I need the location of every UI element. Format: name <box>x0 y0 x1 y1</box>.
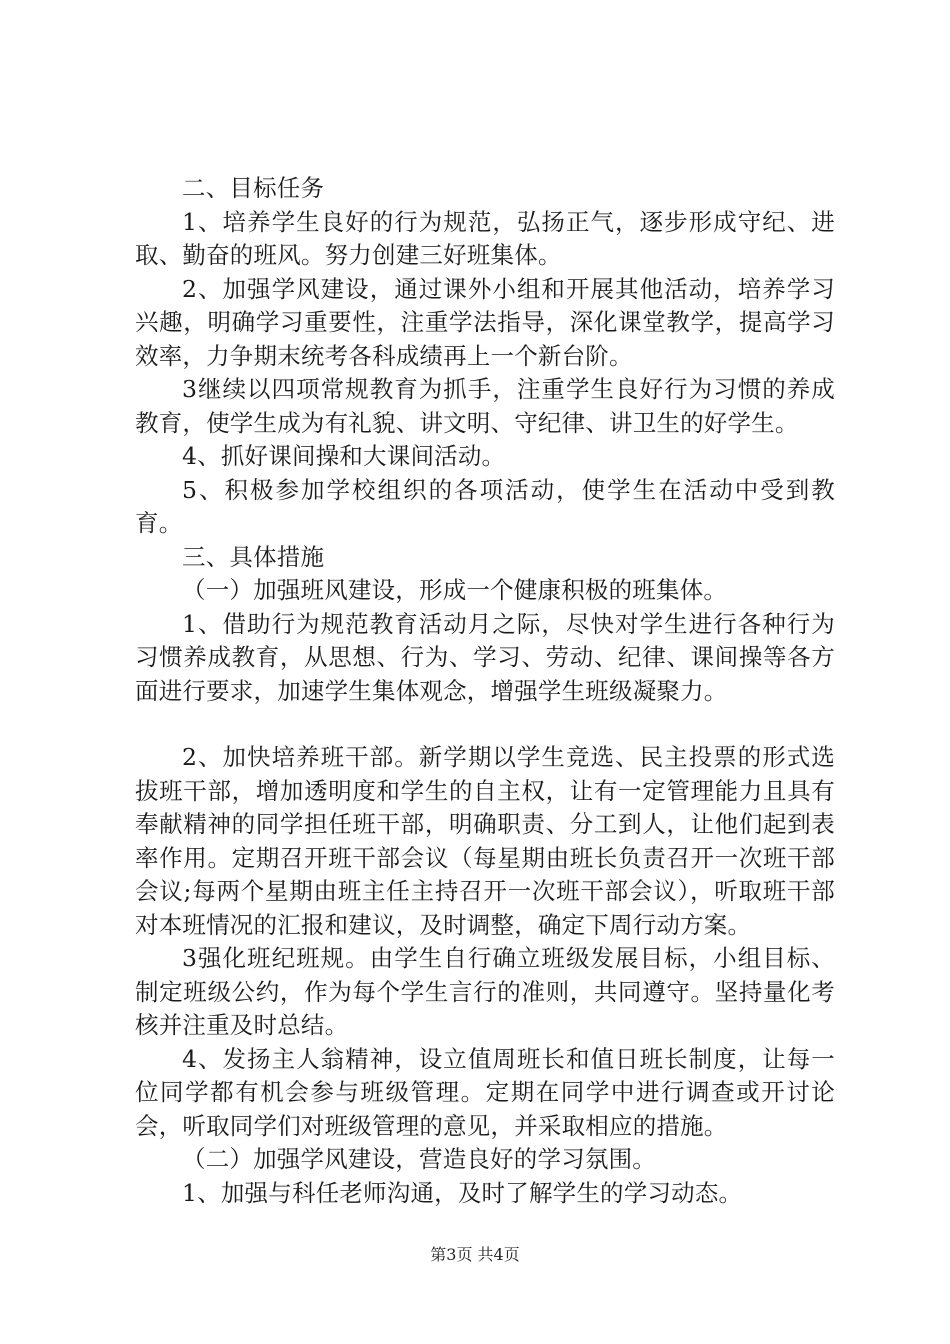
measure-item-1: 1、借助行为规范教育活动月之际，尽快对学生进行各种行为习惯养成教育，从思想、行为、学习、劳动、纪律、课间操等各方面进行要求，加速学生集体观念，增强学生班级凝聚力。 <box>135 609 835 705</box>
goal-item-3: 3继续以四项常规教育为抓手，注重学生良好行为习惯的养成教育，使学生成为有礼貌、讲文明、守纪律、讲卫生的好学生。 <box>135 375 835 437</box>
goal-item-4: 4、抓好课间操和大课间活动。 <box>182 442 506 470</box>
goal-item-1: 1、培养学生良好的行为规范，弘扬正气，逐步形成守纪、进取、勤奋的班风。努力创建三好班集体。 <box>135 207 835 269</box>
section-heading-goals: 二、目标任务 <box>182 174 325 202</box>
goal-item-5: 5、积极参加学校组织的各项活动，使学生在活动中受到教育。 <box>135 475 835 537</box>
page-footer: 第3页 共4页 <box>430 1245 520 1264</box>
goal-item-2: 2、加强学风建设，通过课外小组和开展其他活动，培养学习兴趣，明确学习重要性，注重学法指导，深化课堂教学，提高学习效率，力争期末统考各科成绩再上一个新台阶。 <box>135 274 835 370</box>
subsection-heading-class-spirit: （一）加强班风建设，形成一个健康积极的班集体。 <box>182 576 728 604</box>
subsection-heading-study-style: （二）加强学风建设，营造良好的学习氛围。 <box>182 1145 656 1173</box>
study-item-1: 1、加强与科任老师沟通，及时了解学生的学习动态。 <box>182 1178 743 1207</box>
measure-item-3: 3强化班纪班规。由学生自行确立班级发展目标，小组目标、制定班级公约，作为每个学生言行的准则，共同遵守。坚持量化考核并注重及时总结。 <box>135 944 835 1039</box>
measure-item-2: 2、加快培养班干部。新学期以学生竞选、民主投票的形式选拔班干部，增加透明度和学生的自主权，让有一定管理能力且具有奉献精神的同学担任班干部，明确职责、分工到人，让他们起到表率作用。定期召开班干部会议（每星期由班长负责召开一次班干部会议;每两个星期由班主任主持召开一次班干部会议），听取班干部对本班情况的汇报和建议，及时调整，确定下周行动方案。 <box>135 743 835 939</box>
section-heading-measures: 三、具体措施 <box>182 542 325 571</box>
document-body <box>135 172 835 1210</box>
measure-item-4: 4、发扬主人翁精神，设立值周班长和值日班长制度，让每一位同学都有机会参与班级管理。定期在同学中进行调查或开讨论会，听取同学们对班级管理的意见，并采取相应的措施。 <box>135 1044 835 1140</box>
